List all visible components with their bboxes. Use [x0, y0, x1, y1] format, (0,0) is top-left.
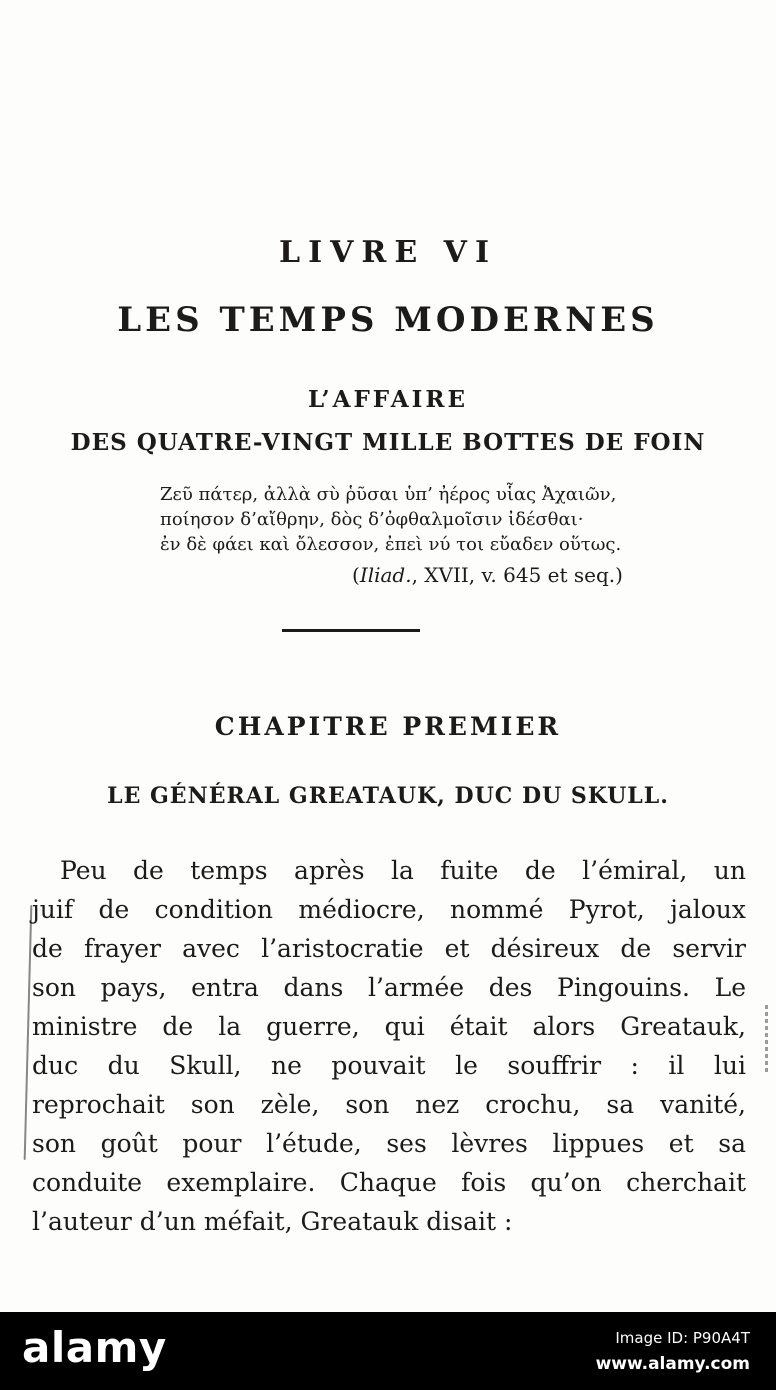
epigraph-source: [352, 563, 776, 587]
livre-heading: LIVRE VI: [279, 235, 497, 270]
body-paragraph-line: juif de condition médiocre, nommé Pyrot, jaloux: [32, 895, 746, 924]
body-paragraph-line: conduite exemplaire. Chaque fois qu’on cherchait: [32, 1168, 746, 1197]
watermark-info: [596, 1329, 750, 1374]
epigraph-source-suffix: , XVII, v. 645 et seq.): [411, 563, 623, 587]
body-paragraph-line: reprochait son zèle, son nez crochu, sa vanité,: [32, 1090, 746, 1119]
section-divider: [282, 629, 420, 632]
image-id: Image ID: P90A4T: [615, 1328, 750, 1347]
body-paragraph-line: l’auteur d’un méfait, Greatauk disait :: [32, 1207, 513, 1236]
body-paragraph-line: Peu de temps après la fuite de l’émiral, un: [60, 856, 746, 885]
epigraph-source-prefix: (: [352, 563, 360, 587]
alamy-url: www.alamy.com: [595, 1353, 750, 1374]
chapter-heading: CHAPITRE PREMIER: [214, 712, 562, 741]
affair-title-line1: L’AFFAIRE: [307, 386, 469, 413]
body-paragraph-line: ministre de la guerre, qui était alors Greatauk,: [32, 1012, 746, 1041]
epigraph-greek-line: Ζεῦ πάτερ, ἀλλὰ σὺ ῥῦσαι ὑπ’ ἠέρος υἷας Ἀχαιῶν,: [160, 484, 617, 505]
chapter-subtitle: LE GÉNÉRAL GREATAUK, DUC DU SKULL.: [107, 783, 669, 809]
epigraph-greek-line: ἐν δὲ φάει καὶ ὄλεσσον, ἐπεὶ νύ τοι εὔαδεν οὕτως.: [160, 534, 622, 555]
epigraph-source-work: Iliad.: [359, 563, 412, 587]
scan-artifact: [765, 1005, 768, 1075]
body-paragraph-line: duc du Skull, ne pouvait le souffrir : il lui: [32, 1051, 746, 1080]
watermark-bar: [0, 1312, 776, 1390]
body-paragraph-line: son goût pour l’étude, ses lèvres lippues et sa: [32, 1129, 746, 1158]
body-paragraph: [32, 851, 746, 1241]
affair-title-line2: DES QUATRE-VINGT MILLE BOTTES DE FOIN: [70, 429, 706, 456]
body-paragraph-line: de frayer avec l’aristocratie et désireux de servir: [32, 934, 746, 963]
epigraph-greek-line: ποίησον δ’αἴθρην, δὸς δ’ὀφθαλμοῖσιν ἰδέσθαι·: [160, 509, 584, 530]
alamy-logo: alamy: [22, 1323, 167, 1372]
book-part-title: LES TEMPS MODERNES: [117, 300, 659, 340]
body-paragraph-line: son pays, entra dans l’armée des Pingouins. Le: [32, 973, 746, 1002]
epigraph-greek: [160, 482, 776, 557]
